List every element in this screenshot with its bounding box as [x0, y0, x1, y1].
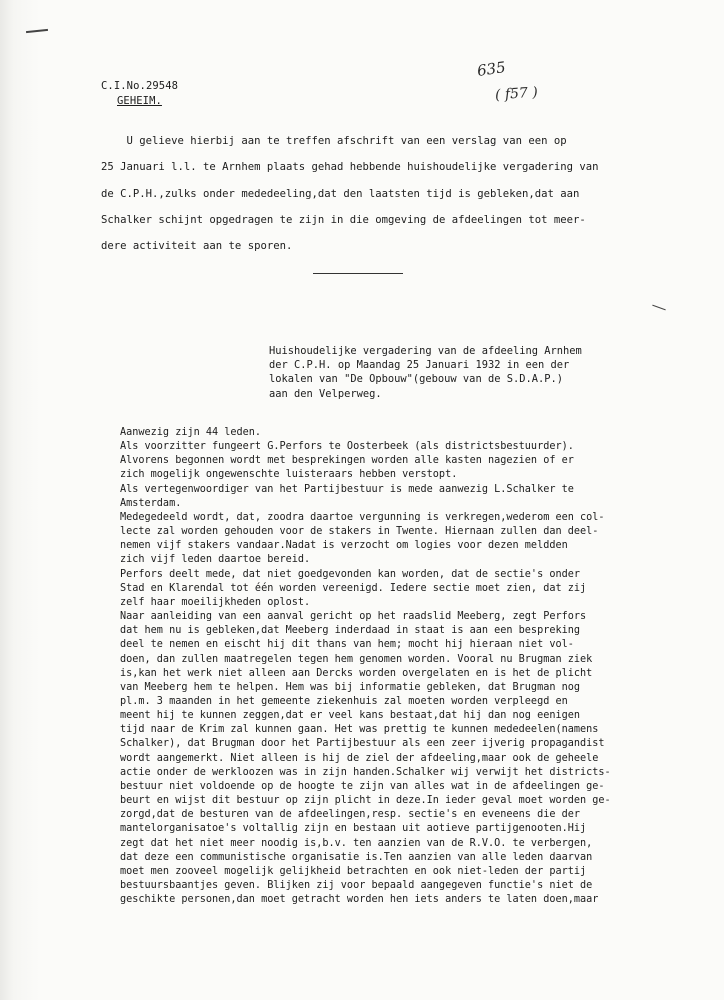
body-line: tijd naar de Krim zal kunnen gaan. Het was prettig te kunnen mededeelen(namens	[120, 724, 599, 736]
separator-rule	[313, 273, 403, 274]
body-line: doen, dan zullen maatregelen tegen hem genomen worden. Vooral nu Brugman ziek	[120, 653, 593, 665]
report-body	[120, 426, 670, 907]
reference-number: C.I.No.29548	[101, 80, 179, 92]
intro-paragraph	[101, 128, 661, 259]
body-line: actie onder de werkloozen was in zijn handen.Schalker wij verwijt het districts-	[120, 766, 611, 778]
body-line: wordt aangemerkt. Niet alleen is hij de ziel der afdeeling,maar ook de geheele	[120, 752, 599, 764]
pen-mark-top-left	[26, 29, 48, 33]
body-line: bestuursbaantjes geven. Blijken zij voor bepaald aangegeven functie's niet de	[120, 880, 593, 891]
intro-line: U gelieve hierbij aan te treffen afschrift van een verslag van een op	[101, 135, 567, 147]
body-line: lecte zal worden gehouden voor de stakers in Twente. Hiernaan zullen dan deel-	[120, 526, 599, 538]
body-line: Amsterdam.	[120, 497, 182, 509]
reference-block	[101, 79, 178, 109]
intro-line: 25 Januari l.l. te Arnhem plaats gehad hebbende huishoudelijke vergadering van	[101, 161, 599, 174]
body-line: Perfors deelt mede, dat niet goedgevonden kan worden, dat de sectie's onder	[120, 568, 581, 580]
heading-line: lokalen van "De Opbouw"(gebouw van de S.D.A.P.)	[269, 373, 564, 386]
body-line: beurt en wijst dit bestuur op zijn plicht in deze.In ieder geval moet worden ge-	[120, 795, 611, 807]
heading-line: der C.P.H. op Maandag 25 Januari 1932 in een der	[269, 359, 570, 372]
pen-mark-right	[652, 305, 665, 311]
handwritten-note: ( f57 )	[494, 84, 539, 104]
body-line: Medegedeeld wordt, dat, zoodra daartoe vergunning is verkregen,wederom een col-	[120, 511, 605, 523]
body-line: dat hem nu is gebleken,dat Meeberg inderdaad in staat is aan een bespreking	[120, 625, 581, 637]
body-line: meent hij te kunnen zeggen,dat er veel kans bestaat,dat hij dan nog eenigen	[120, 710, 581, 722]
body-line: zegt dat het niet meer noodig is,b.v. ten aanzien van de R.V.O. te verbergen,	[120, 837, 593, 849]
body-line: mantelorganisatoe's voltallig zijn en bestaan uit aotieve partijgenooten.Hij	[120, 823, 587, 835]
heading-line: Huishoudelijke vergadering van de afdeeling Arnhem	[269, 345, 582, 357]
report-heading	[269, 344, 582, 401]
body-line: dat deze een communistische organisatie is.Ten aanzien van alle leden daarvan	[120, 851, 593, 863]
intro-line: Schalker schijnt opgedragen te zijn in die omgeving de afdeelingen tot meer-	[101, 213, 586, 226]
body-line: bestuur niet voldoende op de hoogte te zijn van alles wat in de afdeelingen ge-	[120, 780, 605, 792]
body-line: moet men zooveel mogelijk gelijkheid betrachten en ook niet-leden der partij	[120, 865, 587, 877]
body-line: geschikte personen,dan moet getracht worden hen iets anders te laten doen,maar	[120, 894, 599, 906]
handwritten-number: 635	[475, 58, 507, 80]
classification-label: GEHEIM.	[117, 95, 162, 107]
body-line: Als voorzitter fungeert G.Perfors te Oosterbeek (als districtsbestuurder).	[120, 441, 574, 453]
heading-line: aan den Velperweg.	[269, 387, 382, 400]
body-line: Stad en Klarendal tot één worden vereenigd. Iedere sectie moet zien, dat zij	[120, 582, 587, 594]
body-line: nemen vijf stakers vandaar.Nadat is verzocht om logies voor dezen meldden	[120, 540, 568, 552]
body-line: Als vertegenwoordiger van het Partijbestuur is mede aanwezig L.Schalker te	[120, 483, 574, 495]
body-line: zorgd,dat de besturen van de afdeelingen,resp. sectie's en eveneens die der	[120, 809, 581, 821]
body-line: Schalker), dat Brugman door het Partijbestuur als een zeer ijverig propagandist	[120, 738, 605, 750]
body-line: zelf haar moeilijkheden oplost.	[120, 596, 311, 608]
intro-line: dere activiteit aan te sporen.	[101, 240, 293, 253]
body-line: Aanwezig zijn 44 leden.	[120, 427, 262, 438]
body-line: zich mogelijk ongewenschte luisteraars hebben verstopt.	[120, 469, 458, 481]
body-line: van Meeberg hem te helpen. Hem was bij informatie gebleken, dat Brugman nog	[120, 681, 581, 693]
body-line: zich vijf leden daartoe bereid.	[120, 554, 311, 566]
body-line: is,kan het werk niet alleen aan Dercks worden overgelaten en is het de plicht	[120, 667, 593, 679]
intro-line: de C.P.H.,zulks onder mededeeling,dat den laatsten tijd is gebleken,dat aan	[101, 187, 580, 200]
body-line: deel te nemen en eischt hij dit thans van hem; mocht hij hieraan niet vol-	[120, 639, 574, 651]
body-line: pl.m. 3 maanden in het gemeente ziekenhuis zal moeten worden verpleegd en	[120, 695, 568, 707]
body-line: Naar aanleiding van een aanval gericht op het raadslid Meeberg, zegt Perfors	[120, 611, 587, 623]
body-line: Alvorens begonnen wordt met besprekingen worden alle kasten nagezien of er	[120, 455, 574, 467]
